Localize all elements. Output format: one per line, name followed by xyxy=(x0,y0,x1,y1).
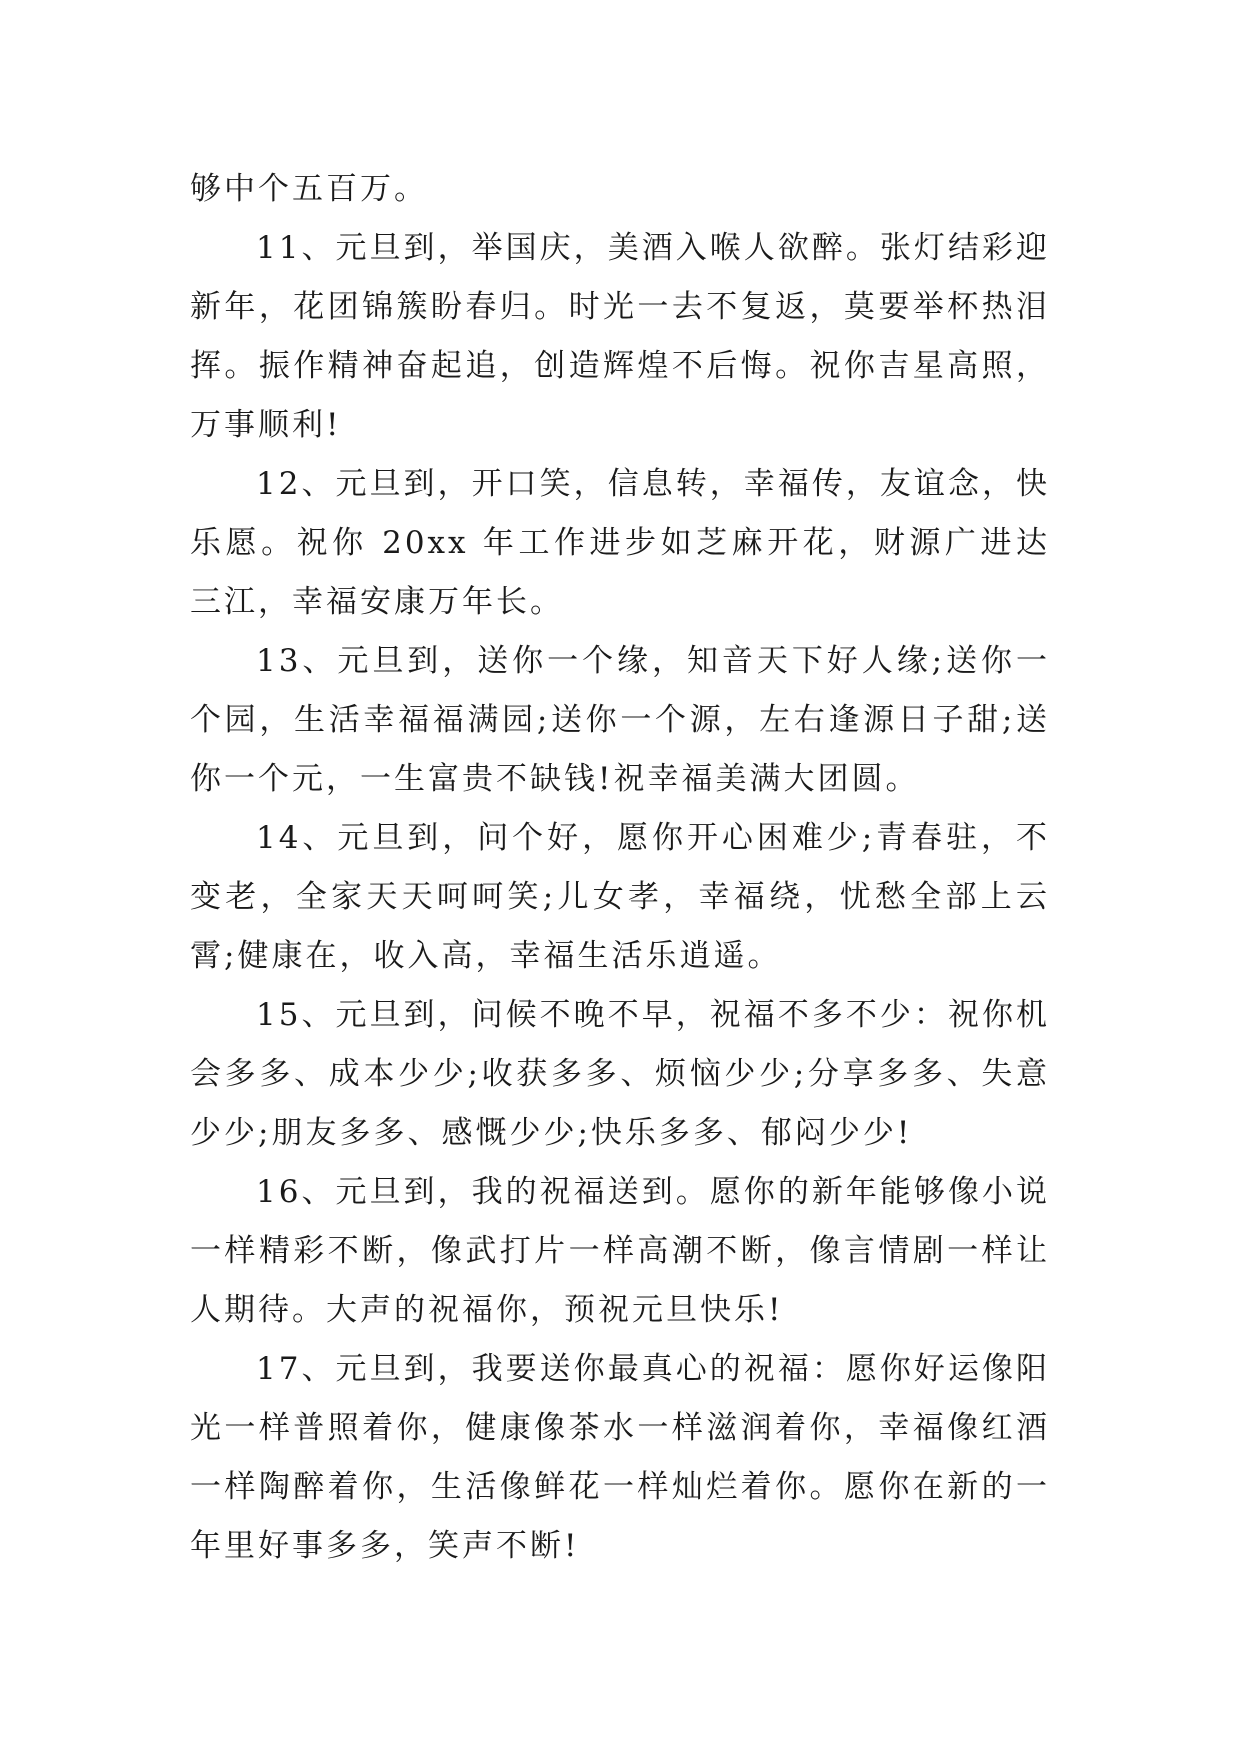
paragraph-item-14: 14、元旦到，问个好，愿你开心困难少;青春驻，不变老，全家天天呵呵笑;儿女孝，幸福绕，忧愁全部上云霄;健康在，收入高，幸福生活乐逍遥。 xyxy=(190,820,1050,974)
paragraph-item-15: 15、元旦到，问候不晚不早，祝福不多不少：祝你机会多多、成本少少;收获多多、烦恼少少;分享多多、失意少少;朋友多多、感慨少少;快乐多多、郁闷少少! xyxy=(190,997,1050,1151)
paragraph-item-13: 13、元旦到，送你一个缘，知音天下好人缘;送你一个园，生活幸福福满园;送你一个源，左右逢源日子甜;送你一个元，一生富贵不缺钱!祝幸福美满大团圆。 xyxy=(190,643,1050,797)
paragraph-item-17: 17、元旦到，我要送你最真心的祝福：愿你好运像阳光一样普照着你，健康像茶水一样滋润着你，幸福像红酒一样陶醉着你，生活像鲜花一样灿烂着你。愿你在新的一年里好事多多，笑声不断! xyxy=(190,1351,1050,1564)
paragraph-item-16: 16、元旦到，我的祝福送到。愿你的新年能够像小说一样精彩不断，像武打片一样高潮不断，像言情剧一样让人期待。大声的祝福你，预祝元旦快乐! xyxy=(190,1174,1050,1328)
paragraph-item-12: 12、元旦到，开口笑，信息转，幸福传，友谊念，快乐愿。祝你 20xx 年工作进步如芝麻开花，财源广进达三江，幸福安康万年长。 xyxy=(190,466,1050,620)
document-body xyxy=(190,160,1050,1576)
paragraph-continuation: 够中个五百万。 xyxy=(190,171,428,207)
paragraph-item-11: 11、元旦到，举国庆，美酒入喉人欲醉。张灯结彩迎新年，花团锦簇盼春归。时光一去不复返，莫要举杯热泪挥。振作精神奋起追，创造辉煌不后悔。祝你吉星高照，万事顺利! xyxy=(190,230,1050,443)
